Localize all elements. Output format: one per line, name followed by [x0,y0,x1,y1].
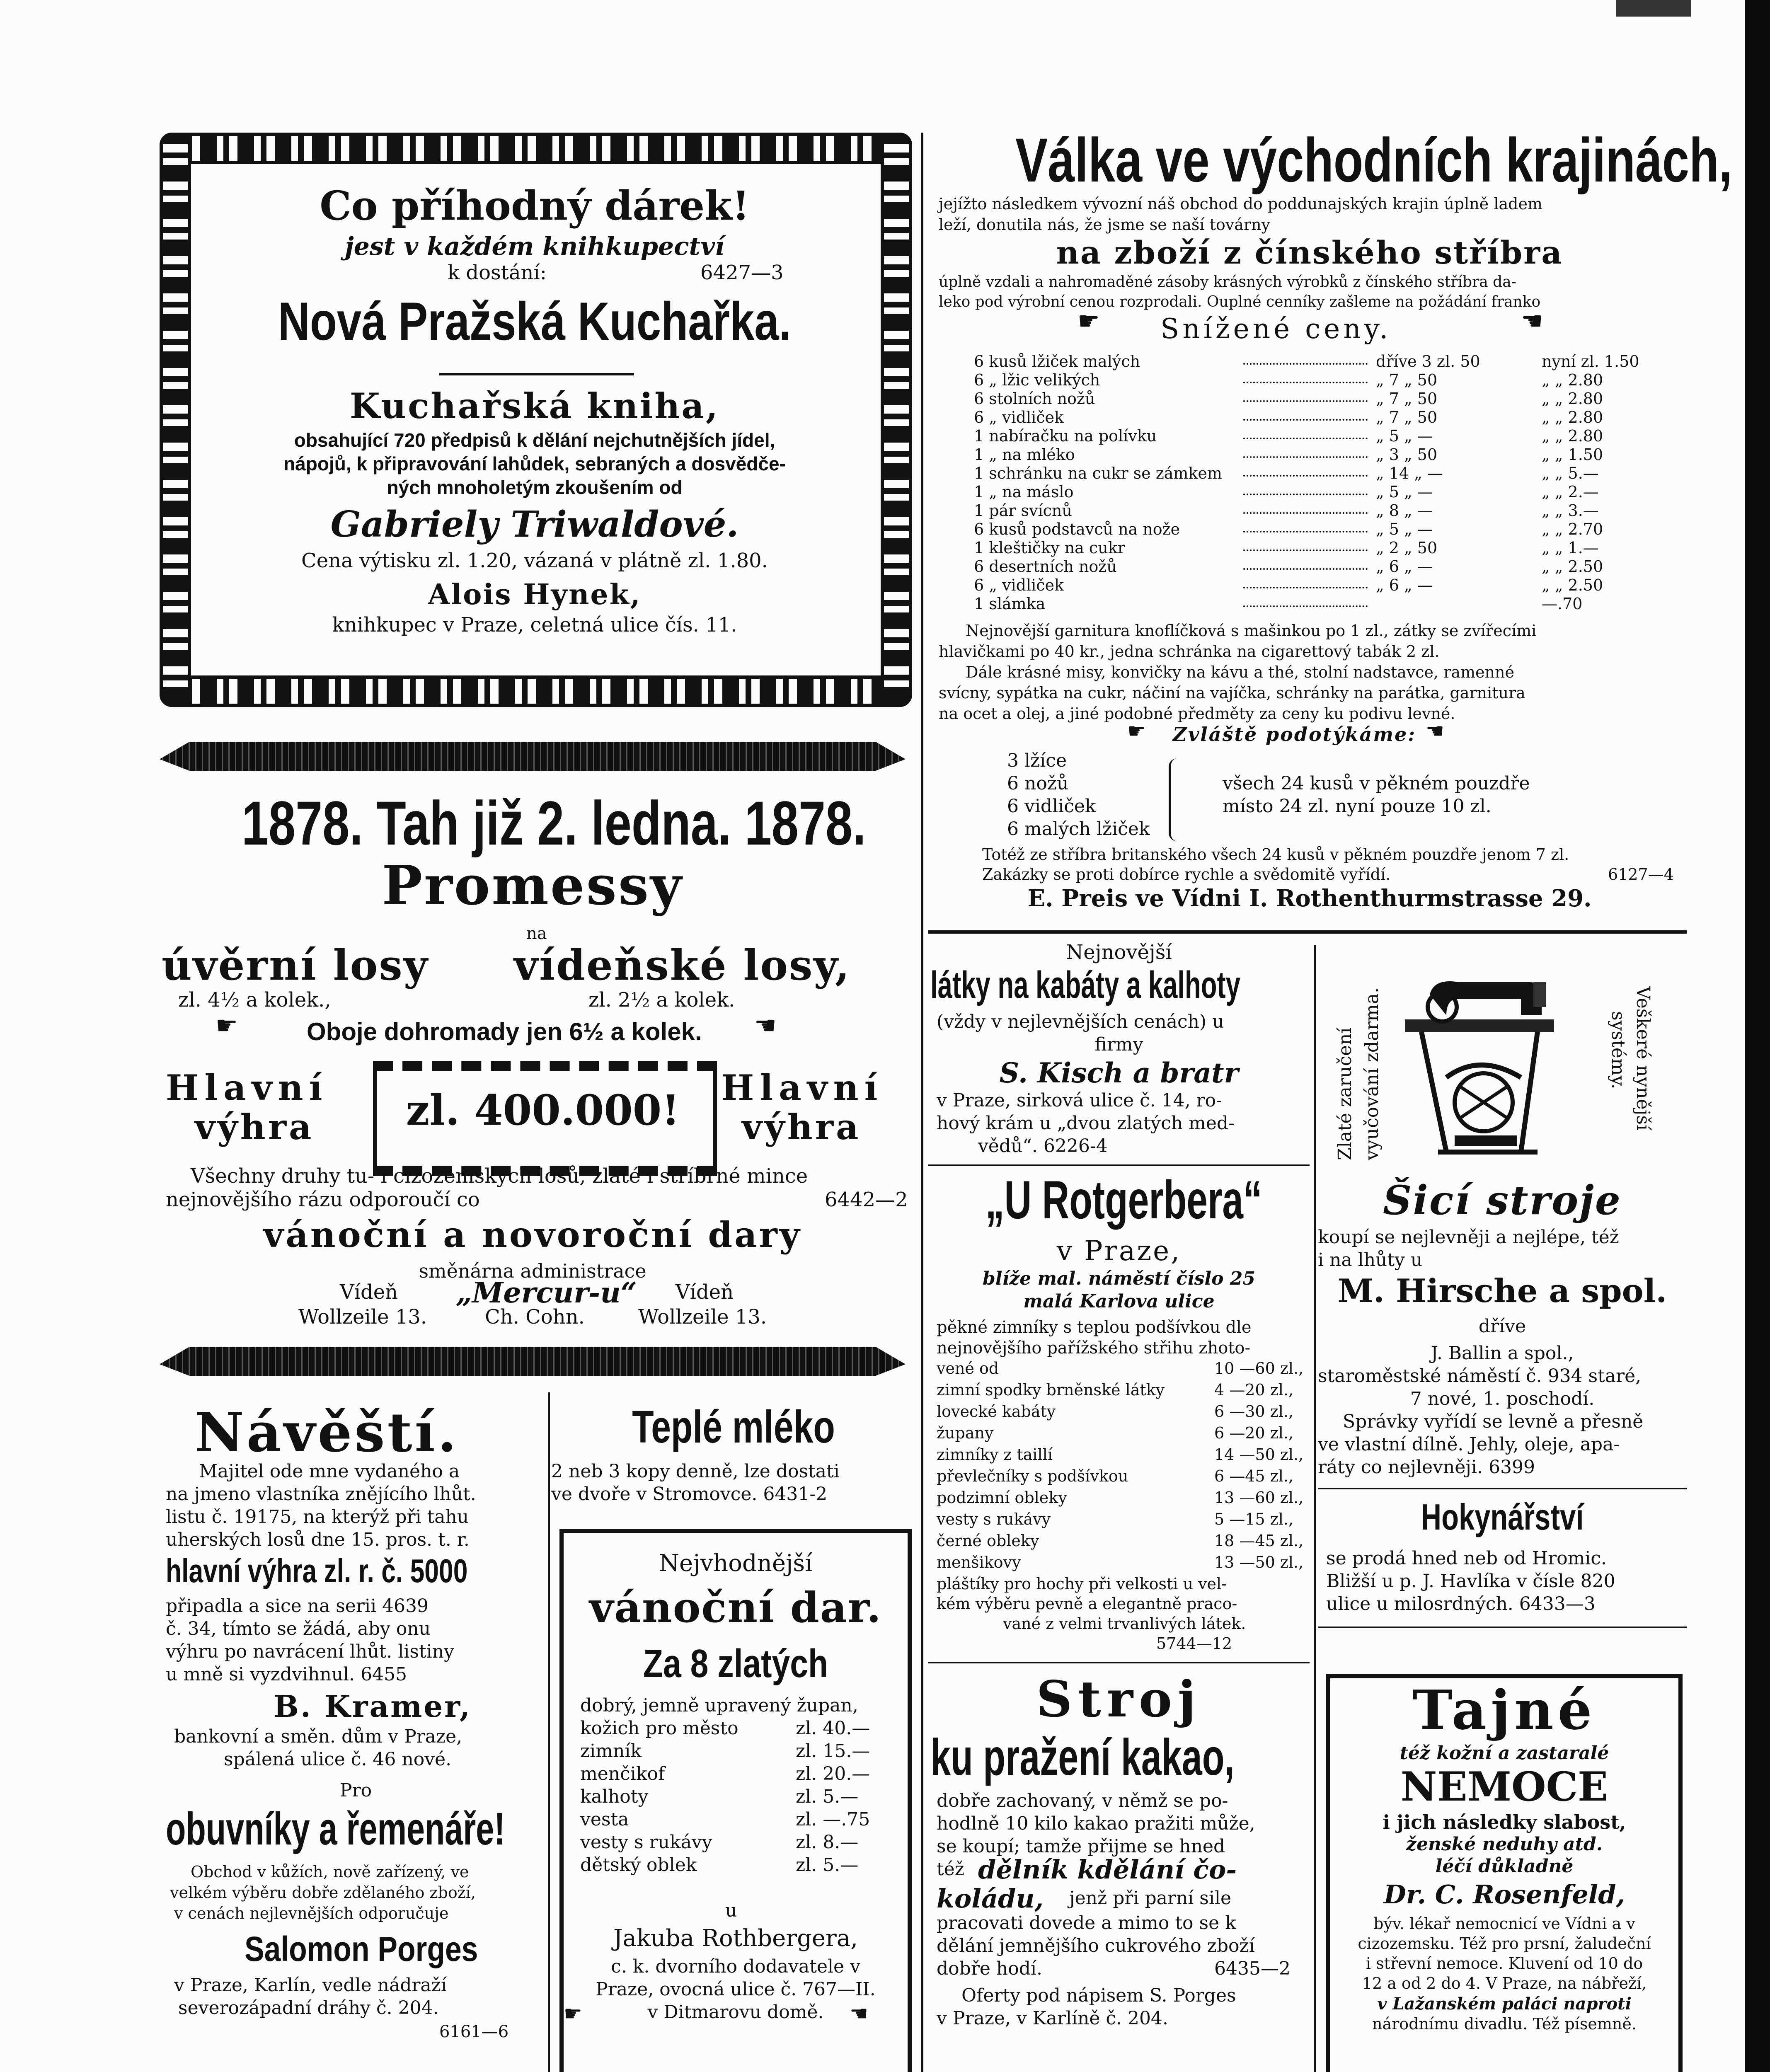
price-cell: 1 kleštičky na cukr [974,539,1125,557]
price-cell: „ 7 „ 50 [1376,371,1438,389]
war-set-item: 6 nožů [1007,773,1069,794]
column-divider [921,133,923,2072]
leader-dots [1243,494,1368,495]
rot-item: převlečníky s podšívkou [937,1467,1128,1485]
rot-addr-2: malá Karlova ulice [1023,1291,1215,1312]
milk-line-2: ve dvoře v Stromovce. 6431-2 [551,1484,828,1505]
decorative-band [160,742,906,771]
price-cell: „ „ 2.— [1542,483,1599,501]
lottery-office: směnárna administrace [419,1260,646,1282]
gift-headline: Co příhodný dárek! [320,182,750,229]
rot-item: vesty s rukávy [937,1510,1051,1528]
shoe-pro: Pro [340,1780,372,1801]
shoe-line-3: v cenách nejlevnějších odporučuje [174,1904,449,1922]
war-para-6: Totéž ze stříbra britanského všech 24 kusů v pěkném pouzdře jenom 7 zl. [982,845,1569,864]
pointing-hand-icon: ☛ [754,1011,777,1040]
leader-dots [1243,587,1368,588]
cloth-name: S. Kisch a bratr [999,1057,1239,1089]
sewing-machine-illustration [1397,970,1575,1164]
sew-line-2: i na lhůty u [1318,1249,1423,1271]
pointing-hand-icon: ☛ [1426,719,1444,743]
rot-item-price: 6 —30 zl., [1214,1402,1294,1421]
rot-line-2: nejnovějšího pařížského střihu zhoto- [937,1339,1251,1358]
disease-line-1: i jich následky slabost, [1383,1811,1626,1833]
seller-address: knihkupec v Praze, celetná ulice čís. 11. [332,613,737,637]
cocoa-title-2: ku pražení kakao, [930,1729,1235,1786]
gift2-line-1: dobrý, jemně upravený župan, [580,1695,858,1716]
rot-item: černé obleky [937,1532,1039,1550]
rot-title: „U Rotgerbera“ [985,1169,1262,1230]
sew-vertical-1: Zlaté zaručení [1334,1027,1356,1160]
lottery-addr-left: Wollzeile 13. [298,1305,427,1329]
leader-dots [1243,382,1368,383]
notice-addr-2: spálená ulice č. 46 nové. [224,1749,452,1770]
rot-item-price: 6 —20 zl., [1214,1424,1294,1442]
gift-item: zimník [580,1740,642,1762]
lottery-text-2: nejnovějšího rázu odporoučí co [166,1188,480,1211]
war-set-right-1: všech 24 kusů v pěkném pouzdře [1223,773,1530,794]
war-title: Válka ve východních krajinách, [1015,125,1733,195]
disease-title: Tajné [1412,1678,1596,1742]
war-para-1: Nejnovější garnitura knoflíčková s mašinkou po 1 zl., zátky se zvířecími [966,622,1537,640]
rot-line-3: pláštíky pro hochy při velkosti u vel- [937,1575,1227,1593]
cocoa-line-4: též [937,1859,964,1880]
rot-item: zimní spodky brněnské látky [937,1381,1165,1399]
price-cell: „ „ 5.— [1542,464,1599,482]
book-price: Cena výtisku zl. 1.20, vázaná v plátně zl. 1.80. [301,549,768,572]
lottery-gifts: vánoční a novoroční dary [263,1214,802,1255]
sew-title: Šicí stroje [1383,1177,1622,1224]
pointing-hand-icon: ☛ [1127,719,1146,743]
book-desc-2: nápojů, k připravování lahůdek, sebraných a dosvědče- [283,453,786,474]
cloth-title: látky na kabáty a kalhoty [930,964,1241,1006]
rot-item: vené od [937,1359,999,1377]
seller-name: Alois Hynek, [428,578,642,611]
shoe-addr-2: severozápadní dráhy č. 204. [178,1997,439,2019]
chain-border-left [160,133,191,707]
rot-item-price: 4 —20 zl., [1214,1381,1294,1399]
lottery-left-price: zl. 4½ a kolek., [178,988,331,1012]
sew-line-8: ráty co nejlevněji. 6399 [1318,1457,1535,1478]
cocoa-line-6: pracovati dovede a mimo to se k [937,1912,1236,1934]
price-cell: „ „ 2.70 [1542,520,1603,538]
sew-vertical-4: systémy. [1608,1011,1629,1089]
leader-dots [1243,568,1368,570]
shop-line-3: ulice u milosrdných. 6433—3 [1326,1593,1596,1615]
gift2-name: Jakuba Rothbergera, [613,1925,858,1952]
price-cell: „ „ 1.50 [1542,445,1603,464]
shop-line-1: se prodá hned neb od Hromic. [1326,1548,1607,1569]
notice-line: Majitel ode mne vydaného a [199,1461,460,1482]
war-head: na zboží z čínského stříbra [1056,234,1563,271]
shoe-line-2: velkém výběru dobře zdělaného zboží, [170,1883,476,1902]
price-cell: 6 kusů lžiček malých [974,352,1140,370]
sew-vertical-2: vyučování zdarma. [1361,987,1383,1160]
lottery-both: Oboje dohromady jen 6½ a kolek. [307,1018,702,1046]
gift-item: vesta [580,1809,629,1830]
lottery-left-label: úvěrní losy [162,941,429,990]
rule [928,930,1687,934]
disease-line-3: léčí důkladně [1435,1856,1574,1877]
lottery-wien-left: Vídeň [340,1280,398,1304]
gift2-addr-1: c. k. dvorního dodavatele v [611,1956,860,1977]
sew-name: M. Hirsche a spol. [1337,1272,1667,1310]
gift2-u: u [725,1900,737,1921]
gift-subline: jest v každém knihkupectví [345,232,724,261]
disease-line-6: i střevní nemoce. Kluvení od 10 do [1366,1954,1643,1973]
price-cell: 1 pár svícnů [974,501,1072,520]
pointing-hand-icon: ☛ [1077,307,1100,336]
disease-line-8: v Lažanském paláci naproti [1377,1994,1632,2014]
war-para-7: Zakázky se proti dobírce rychle a svědomitě vyřídí. [982,865,1391,884]
cocoa-worker: dělník kdělání čo- [978,1854,1237,1885]
sew-line-3: J. Ballin a spol., [1431,1343,1574,1364]
cocoa-line-8: dobře hodí. [937,1958,1042,1979]
leader-dots [1243,475,1368,477]
rot-line-5: vané z velmi trvanlivých látek. [1003,1615,1246,1633]
pointing-hand-icon: ☛ [215,1011,238,1040]
notice-line: uherských losů dne 15. pros. t. r. [166,1529,470,1550]
gift-item-price: zl. 15.— [796,1740,870,1762]
gift-item: vesty s rukávy [580,1832,712,1853]
war-set-right-2: místo 24 zl. nyní pouze 10 zl. [1223,796,1492,817]
war-ref: 6127—4 [1608,865,1674,884]
price-cell: 6 „ lžic velikých [974,371,1100,389]
price-cell: „ 2 „ 50 [1376,539,1438,557]
cocoa-line-5: jenž při parní sile [1069,1888,1232,1909]
price-cell: „ 3 „ 50 [1376,445,1438,464]
price-cell: „ 7 „ 50 [1376,408,1438,426]
cocoa-line-3: se koupí; tamže přijme se hned [937,1836,1225,1857]
gift2-top: Nejvhodnější [659,1550,812,1577]
scan-edge-top [1616,0,1691,17]
disease-line-2: ženské neduhy atd. [1406,1834,1603,1855]
milk-line-1: 2 neb 3 kopy denně, lze dostati [551,1461,840,1482]
price-cell: 1 nabíračku na polívku [974,427,1157,445]
book-kind: Kuchařská kniha, [349,385,720,426]
war-line-2: leží, donutila nás, že jsme se naší továrny [939,215,1271,234]
lottery-addr-right: Wollzeile 13. [638,1305,767,1329]
price-cell: „ 14 „ — [1376,464,1443,482]
disease-name: Dr. C. Rosenfeld, [1383,1879,1625,1910]
gift-item-price: zl. —.75 [796,1809,870,1830]
war-special: Zvláště podotýkáme: [1173,723,1416,746]
shoe-ref: 6161—6 [439,2022,509,2041]
price-cell: 6 kusů podstavců na nože [974,520,1180,538]
war-para-3: Dále krásné misy, konvičky na kávu a thé, stolní nadstavce, ramenné [966,663,1514,681]
cocoa-line-1: dobře zachovaný, v němž se po- [937,1790,1228,1811]
leader-dots [1243,419,1368,421]
notice-line: u mně si vyzdvihnul. 6455 [166,1664,407,1685]
sew-line-4: staroměstské náměstí č. 934 staré, [1318,1365,1642,1387]
rot-item: menšikovy [937,1553,1021,1571]
war-para-2: hlavičkami po 40 kr., jedna schránka na cigarettový tabák 2 zl. [939,642,1440,661]
gift-item-price: zl. 20.— [796,1763,870,1784]
rot-item: lovecké kabáty [937,1402,1056,1421]
notice-name: B. Kramer, [274,1689,472,1724]
price-cell: „ 5 „ — [1376,427,1433,445]
cocoa-line-7: dělání jemnějšího cukrového zboží [937,1935,1255,1956]
pointing-hand-icon: ☛ [564,2002,582,2026]
rot-line-4: kém výběru pevně a elegantně praco- [937,1595,1237,1613]
main-prize-left-1: Hlavní [166,1067,328,1108]
price-cell: „ „ 3.— [1542,501,1599,520]
rule [1318,1627,1687,1628]
war-firm: E. Preis ve Vídni I. Rothenthurmstrasse 29. [1027,885,1592,912]
price-cell: „ „ 2.50 [1542,557,1603,576]
notice-line: připadla a sice na serii 4639 [166,1595,429,1617]
cocoa-line-2: hodlně 10 kilo kakao pražiti může, [937,1813,1255,1834]
lottery-right-label: vídeňské losy, [514,941,851,990]
gift-item: kožich pro město [580,1718,739,1739]
column-divider [1314,945,1316,2072]
price-cell: „ „ 1.— [1542,539,1599,557]
gift2-title: vánoční dar. [589,1583,882,1632]
gift-ref: 6427—3 [700,261,784,284]
price-cell: 1 „ na mléko [974,445,1075,464]
sew-line-7: ve vlastní dílně. Jehly, oleje, apa- [1318,1434,1620,1455]
main-prize-right-2: výhra [742,1106,861,1147]
rot-city: v Praze, [1056,1235,1182,1267]
price-cell: 1 slámka [974,595,1046,613]
gift-item-price: zl. 40.— [796,1718,870,1739]
cocoa-line-9: Oferty pod nápisem S. Porges [961,1985,1236,2006]
leader-dots [1243,512,1368,514]
rot-item: podzimní obleky [937,1489,1067,1507]
rule [928,1164,1310,1166]
shop-title: Hokynářství [1421,1496,1584,1537]
lottery-date: 1878. Tah již 2. ledna. 1878. [242,788,866,858]
war-set-item: 3 lžíce [1007,750,1067,771]
sew-line-1: koupí se nejlevněji a nejlépe, též [1318,1227,1619,1248]
lottery-title: Promessy [382,854,683,917]
chain-border-bottom [160,675,912,707]
main-prize-right-1: Hlavní [721,1067,884,1108]
gift-item: dětský oblek [580,1854,697,1876]
cloth-line-5: vědů“. 6226-4 [978,1135,1108,1157]
book-title: Nová Pražská Kuchařka. [278,291,792,351]
war-para-4: svícny, sypátka na cukr, náčiní na vajíčka, schránky na parátka, garnitura [939,684,1525,702]
war-reduced: Snížené ceny. [1160,313,1392,345]
war-set-item: 6 malých lžiček [1007,818,1150,840]
gift-item-price: zl. 5.— [796,1786,859,1807]
gift-item: menčikof [580,1763,665,1784]
rot-item-price: 14 —50 zl., [1214,1445,1304,1464]
pointing-hand-icon: ☛ [850,2002,868,2026]
leader-dots [1243,456,1368,458]
price-cell: 6 desertních nožů [974,557,1117,576]
sew-vertical-3: Veškeré nynější [1632,986,1654,1130]
notice-line: č. 34, tímto se žádá, aby onu [166,1618,431,1639]
scan-edge [1745,0,1770,2072]
lottery-company: „Mercur-u“ [456,1276,637,1310]
cocoa-ref: 6435—2 [1214,1958,1291,1979]
cocoa-chocolate: koládu, [937,1883,1044,1914]
decorative-band [160,1347,906,1376]
leader-dots [1243,363,1368,365]
rule [928,1662,1310,1663]
chain-border-top [160,133,912,164]
price-cell: nyní zl. 1.50 [1542,352,1639,370]
sew-line-5: 7 nové, 1. poschodí. [1410,1388,1595,1409]
book-author: Gabriely Triwaldové. [330,503,739,545]
brace [1169,758,1179,841]
price-cell: „ „ 2.80 [1542,408,1603,426]
book-desc-3: ných mnoholetým zkoušením od [387,477,683,498]
milk-title: Teplé mléko [632,1402,835,1452]
rot-line-1: pěkné zimníky s teplou podšívkou dle [937,1318,1252,1337]
column-divider [548,1392,550,2072]
disease-line-9: národnímu divadlu. Též písemně. [1372,2015,1637,2033]
price-cell: „ „ 2.80 [1542,371,1603,389]
cocoa-line-10: v Praze, v Karlíně č. 204. [937,2008,1168,2029]
shoe-title: obuvníky a řemenáře! [166,1803,505,1854]
main-prize-amount: zl. 400.000! [406,1086,680,1135]
gift2-price: Za 8 zlatých [643,1641,828,1686]
leader-dots [1243,531,1368,533]
cocoa-title-1: Stroj [1036,1670,1202,1728]
rot-item-price: 13 —50 zl., [1214,1553,1304,1571]
disease-line-7: 12 a od 2 do 4. V Praze, na nábřeží, [1362,1974,1647,1992]
sew-before: dříve [1478,1316,1526,1337]
disease-sub: též kožní a zastaralé [1400,1743,1609,1764]
price-cell: dříve 3 zl. 50 [1376,352,1480,370]
leader-dots [1243,605,1368,607]
rot-item-price: 6 —45 zl., [1214,1467,1294,1485]
gift-item-price: zl. 5.— [796,1854,859,1876]
cloth-top: Nejnovější [1066,941,1172,964]
shoe-name: Salomon Porges [245,1929,478,1968]
rot-item-price: 10 —60 zl., [1214,1359,1304,1377]
gift-availability: k dostání: [448,261,547,284]
price-cell: „ „ 2.80 [1542,427,1603,445]
price-cell: 6 „ vidliček [974,576,1064,594]
disease-big: NEMOCE [1400,1763,1608,1810]
notice-title: Návěští. [195,1401,459,1464]
price-cell: 6 stolních nožů [974,390,1095,408]
price-cell: „ „ 2.50 [1542,576,1603,594]
main-prize-left-2: výhra [195,1106,314,1147]
lottery-text-1: Všechny druhy tu- i cizozemských losů, zlaté i stříbrné mince [191,1164,808,1188]
price-cell: „ „ 2.80 [1542,390,1603,408]
lottery-owner: Ch. Cohn. [485,1305,585,1329]
war-line-4: leko pod výrobní cenou rozprodali. Ouplné cenníky zašleme na požádání franko [939,293,1541,310]
price-cell: „ 8 „ — [1376,501,1433,520]
leader-dots [1243,438,1368,439]
cloth-line-1: (vždy v nejlevnějších cenách) u [937,1011,1224,1032]
rule [1318,1488,1687,1489]
gift-item: kalhoty [580,1786,649,1807]
gift-item-price: zl. 8.— [796,1832,859,1853]
shop-line-2: Bližší u p. J. Havlíka v čísle 820 [1326,1571,1615,1592]
price-cell: —.70 [1542,595,1583,613]
disease-line-4: býv. lékař nemocnicí ve Vídni a v [1373,1915,1635,1933]
leader-dots [1243,549,1368,551]
notice-line: listu č. 19175, na kterýž při tahu [166,1506,469,1527]
pointing-hand-icon: ☛ [1521,307,1543,336]
notice-line: na jmeno vlastníka znějícího lhůt. [166,1484,476,1505]
notice-line: výhru po navrácení lhůt. listiny [166,1641,454,1662]
rot-item-price: 18 —45 zl., [1214,1532,1304,1550]
rot-item-price: 13 —60 zl., [1214,1489,1304,1507]
sew-line-6: Správky vyřídí se levně a přesně [1343,1411,1644,1432]
disease-line-5: cizozemsku. Též pro prsní, žaludeční [1358,1934,1651,1953]
price-cell: 6 „ vidliček [974,408,1064,426]
rot-ref: 5744—12 [1156,1634,1232,1653]
ornament-divider [439,373,634,375]
price-cell: „ 6 „ — [1376,557,1433,576]
gift2-addr-3: v Ditmarovu domě. [647,2002,824,2023]
price-cell: „ 6 „ — [1376,576,1433,594]
lottery-ref: 6442—2 [825,1188,908,1211]
rot-item-price: 5 —15 zl., [1214,1510,1294,1528]
rot-addr-1: blíže mal. náměstí číslo 25 [983,1268,1255,1289]
gift2-addr-2: Praze, ovocná ulice č. 767—II. [596,1979,876,2000]
notice-addr-1: bankovní a směn. dům v Praze, [174,1726,462,1747]
lottery-wien-right: Vídeň [676,1280,734,1304]
shoe-line-1: Obchod v kůžích, nově zařízený, ve [191,1863,469,1881]
war-set-item: 6 vidliček [1007,796,1096,817]
price-cell: 1 „ na máslo [974,483,1074,501]
price-cell: 1 schránku na cukr se zámkem [974,464,1222,482]
war-para-5: na ocet a olej, a jiné podobné předměty za ceny ku podivu levné. [939,704,1455,723]
war-line-1: jejížto následkem vývozní náš obchod do poddunajských krajin úplně ladem [939,195,1542,213]
cloth-line-4: hový krám u „dvou zlatých med- [937,1113,1235,1134]
lottery-right-price: zl. 2½ a kolek. [588,988,735,1012]
cloth-line-2: firmy [1094,1034,1143,1055]
price-cell: „ 7 „ 50 [1376,390,1438,408]
lottery-na: na [526,924,547,943]
shoe-addr-1: v Praze, Karlín, vedle nádraží [174,1975,447,1996]
price-cell: „ 5 „ — [1376,483,1433,501]
rot-item: zimníky z taillí [937,1445,1053,1464]
price-cell: „ 5 „ — [1376,520,1433,538]
book-desc-1: obsahující 720 předpisů k dělání nejchutnějších jídel, [294,429,775,451]
notice-big: hlavní výhra zl. r. č. 5000 [166,1552,468,1589]
rot-item: župany [937,1424,994,1442]
cloth-line-3: v Praze, sirková ulice č. 14, ro- [937,1090,1222,1111]
leader-dots [1243,400,1368,402]
war-line-3: úplně vzdali a nahromaděné zásoby krásných výrobků z čínského stříbra da- [939,274,1516,290]
chain-border-right [881,133,912,707]
